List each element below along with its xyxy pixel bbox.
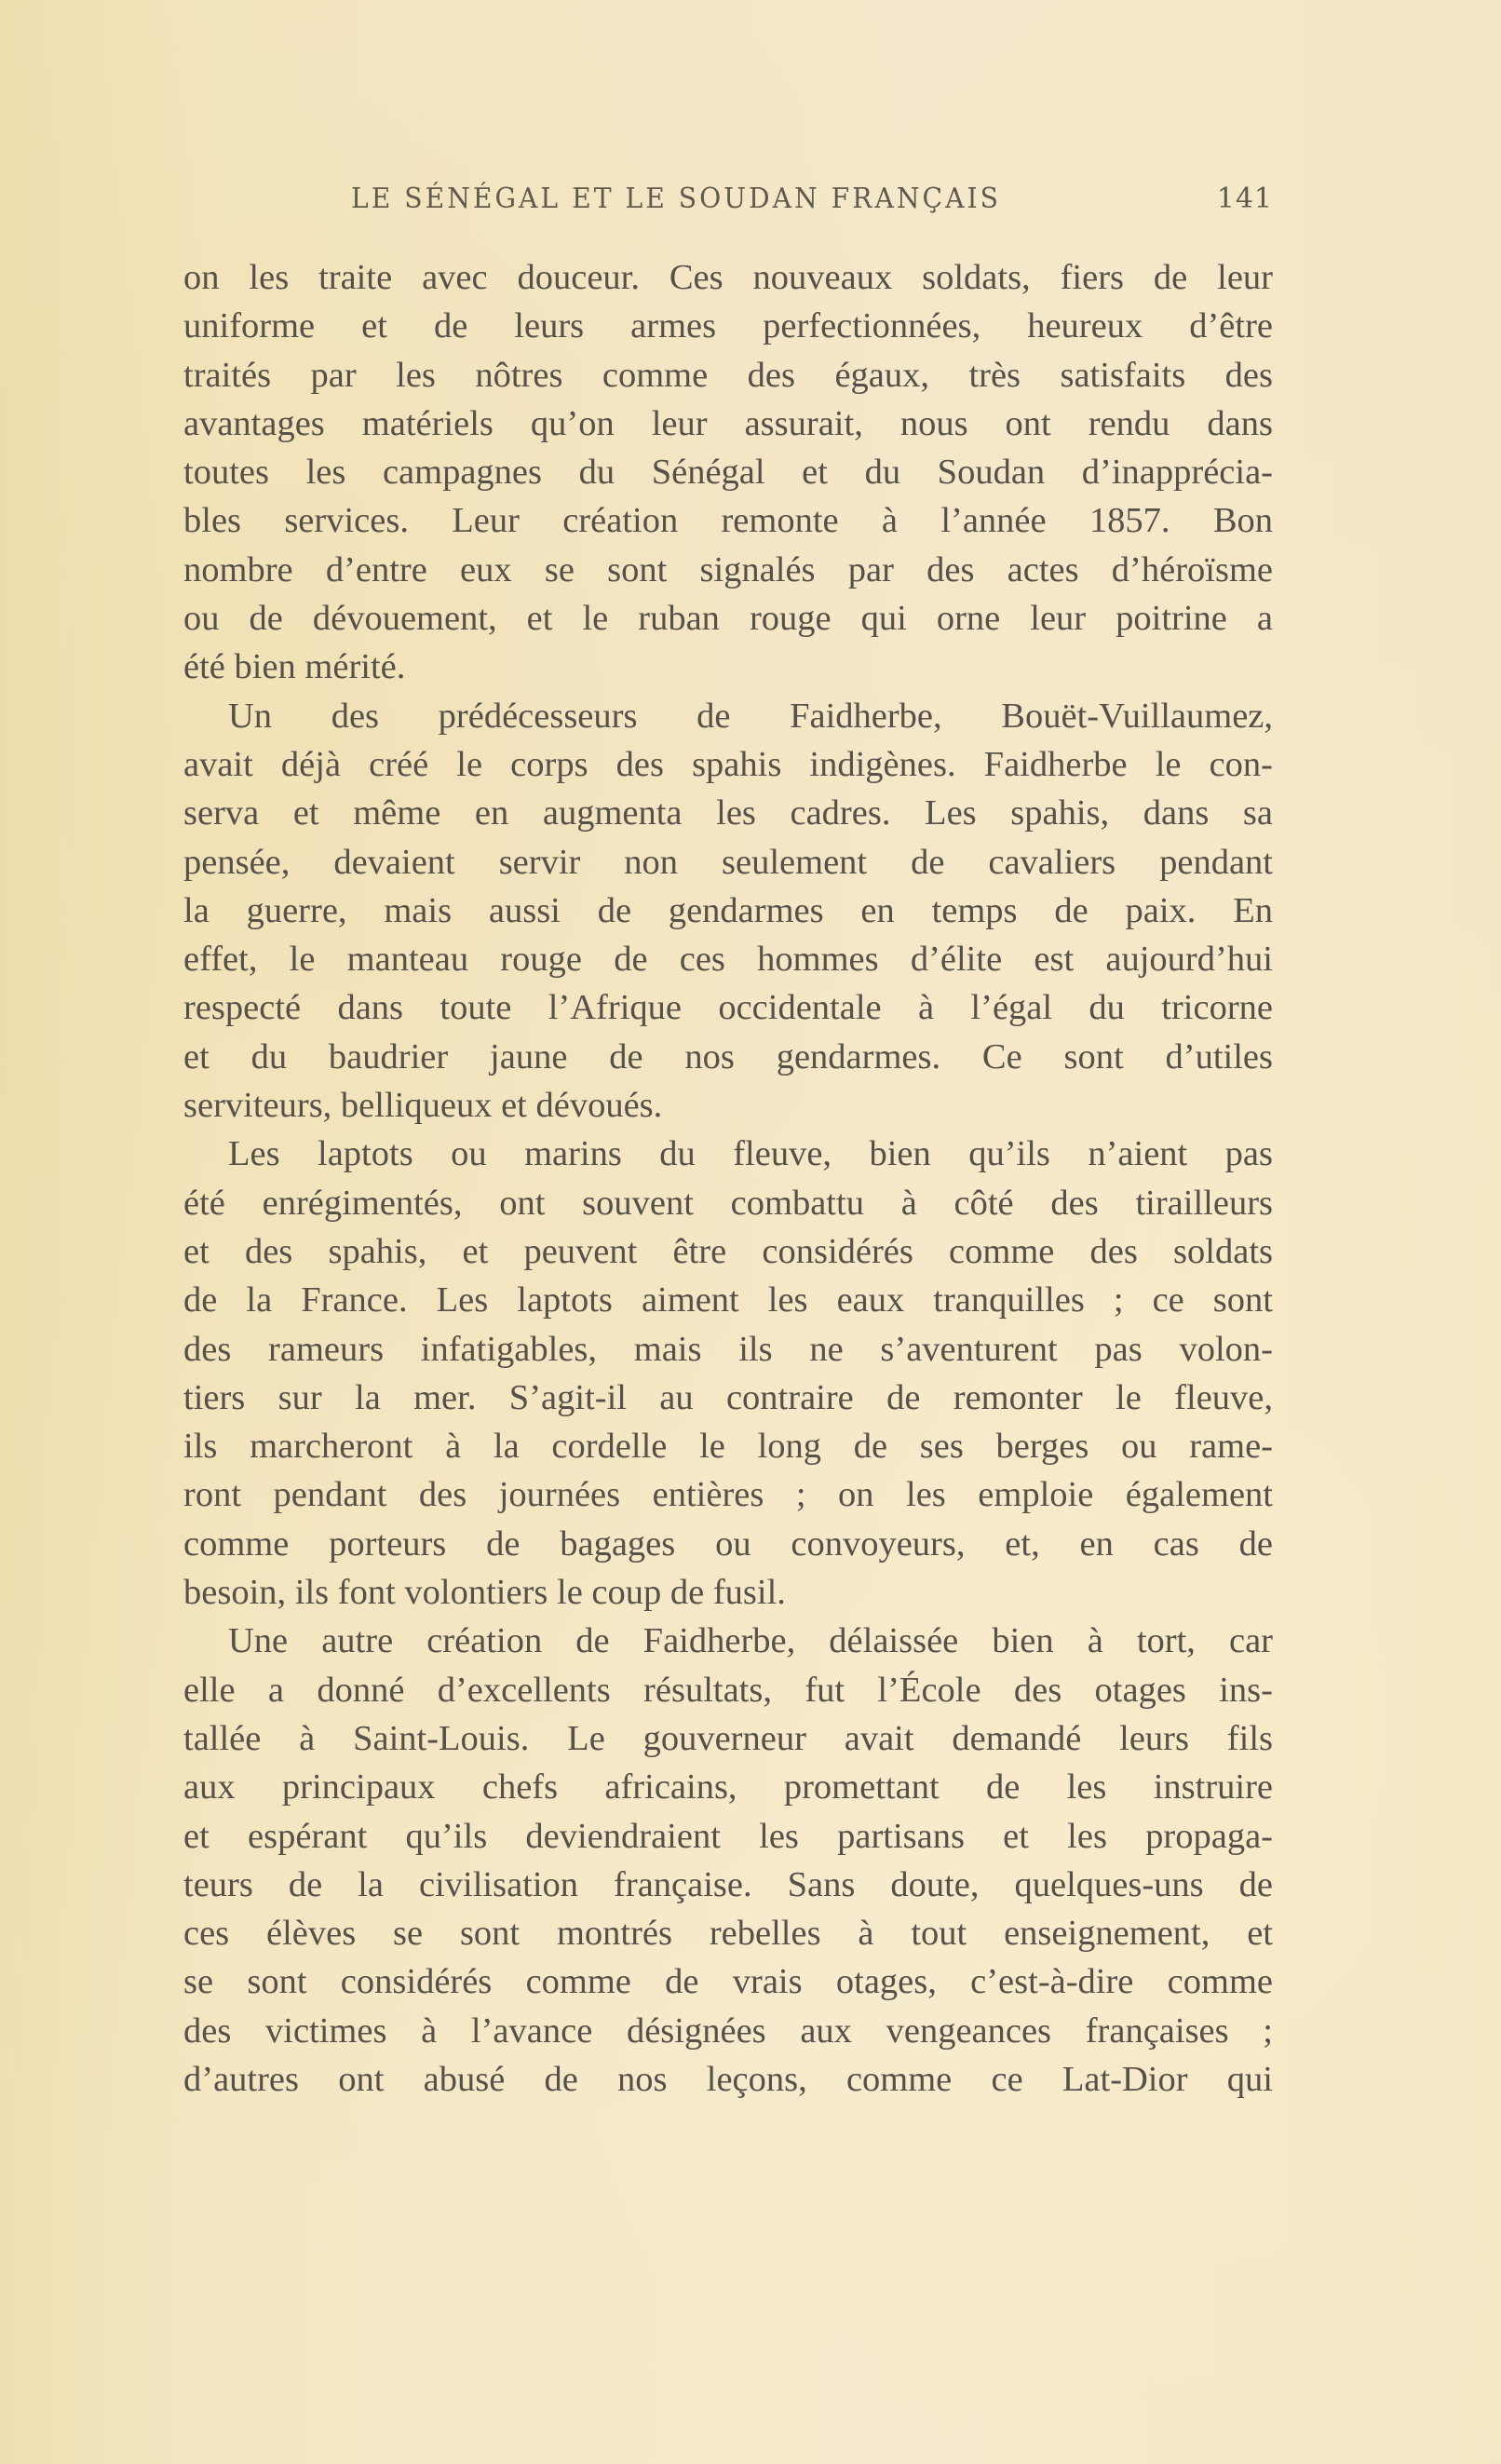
- text-line: ou de dévouement, et le ruban rouge qui orne leur poitrine a: [183, 599, 1273, 639]
- body-text: [183, 253, 1273, 2104]
- paragraph-2: [183, 692, 1273, 1130]
- text-line: la guerre, mais aussi de gendarmes en temps de paix. En: [183, 890, 1273, 930]
- text-line: et des spahis, et peuvent être considérés comme des soldats: [183, 1231, 1273, 1271]
- text-line: des victimes à l’avance désignées aux vengeances françaises ;: [183, 2010, 1273, 2051]
- text-line: Les laptots ou marins du fleuve, bien qu’ils n’aient pas: [228, 1134, 1273, 1174]
- paragraph-3: [183, 1130, 1273, 1617]
- text-line: elle a donné d’excellents résultats, fut l’École des otages ins-: [183, 1670, 1273, 1710]
- text-line: aux principaux chefs africains, promettant de les instruire: [183, 1767, 1273, 1807]
- text-line: tiers sur la mer. S’agit-il au contraire de remonter le fleuve,: [183, 1377, 1273, 1417]
- text-line: uniforme et de leurs armes perfectionnées, heureux d’être: [183, 306, 1273, 346]
- text-line: avantages matériels qu’on leur assurait, nous ont rendu dans: [183, 403, 1273, 443]
- text-line: Un des prédécesseurs de Faidherbe, Bouët-Vuillaumez,: [228, 696, 1273, 736]
- text-line: ront pendant des journées entières ; on les emploie également: [183, 1475, 1273, 1515]
- text-line: on les traite avec douceur. Ces nouveaux soldats, fiers de leur: [183, 258, 1273, 297]
- text-line: teurs de la civilisation française. Sans doute, quelques-uns de: [183, 1864, 1273, 1904]
- text-line: serviteurs, belliqueux et dévoués.: [183, 1086, 663, 1126]
- paragraph-1: [183, 253, 1273, 692]
- text-line: bles services. Leur création remonte à l’année 1857. Bon: [183, 501, 1273, 541]
- text-line: se sont considérés comme de vrais otages, c’est-à-dire comme: [183, 1962, 1273, 2002]
- text-line: avait déjà créé le corps des spahis indigènes. Faidherbe le con-: [183, 744, 1273, 784]
- text-line: et du baudrier jaune de nos gendarmes. Ce sont d’utiles: [183, 1036, 1273, 1076]
- text-line: tallée à Saint-Louis. Le gouverneur avait demandé leurs fils: [183, 1718, 1273, 1758]
- running-head: [351, 183, 1273, 223]
- text-line: ces élèves se sont montrés rebelles à tout enseignement, et: [183, 1914, 1273, 1954]
- text-line: serva et même en augmenta les cadres. Les spahis, dans sa: [183, 793, 1273, 833]
- text-line: traités par les nôtres comme des égaux, très satisfaits des: [183, 355, 1273, 395]
- text-line: effet, le manteau rouge de ces hommes d’élite est aujourd’hui: [183, 940, 1273, 980]
- text-line: des rameurs infatigables, mais ils ne s’aventurent pas volon-: [183, 1329, 1273, 1369]
- text-line: ils marcheront à la cordelle le long de ses berges ou rame-: [183, 1427, 1273, 1467]
- paragraph-4: [183, 1617, 1273, 2104]
- text-line: été bien mérité.: [183, 647, 406, 687]
- text-line: été enrégimentés, ont souvent combattu à côté des tirailleurs: [183, 1183, 1273, 1223]
- text-line: Une autre création de Faidherbe, délaissée bien à tort, car: [228, 1621, 1273, 1661]
- text-line: et espérant qu’ils deviendraient les partisans et les propaga-: [183, 1816, 1273, 1856]
- text-line: pensée, devaient servir non seulement de cavaliers pendant: [183, 842, 1273, 882]
- text-line: de la France. Les laptots aiment les eaux tranquilles ; ce sont: [183, 1280, 1273, 1320]
- text-line: respecté dans toute l’Afrique occidentale à l’égal du tricorne: [183, 988, 1273, 1028]
- text-line: toutes les campagnes du Sénégal et du Soudan d’inappréciа-: [183, 453, 1273, 493]
- text-line: d’autres ont abusé de nos leçons, comme ce Lat-Dior qui: [183, 2059, 1273, 2099]
- text-line: comme porteurs de bagages ou convoyeurs, et, en cas de: [183, 1523, 1273, 1564]
- text-line: nombre d’entre eux se sont signalés par des actes d’héroïsme: [183, 549, 1273, 589]
- running-head-title: LE SÉNÉGAL ET LE SOUDAN FRANÇAIS: [351, 183, 1001, 215]
- page-number: 141: [1216, 183, 1273, 215]
- text-line: besoin, ils font volontiers le coup de fusil.: [183, 1573, 786, 1613]
